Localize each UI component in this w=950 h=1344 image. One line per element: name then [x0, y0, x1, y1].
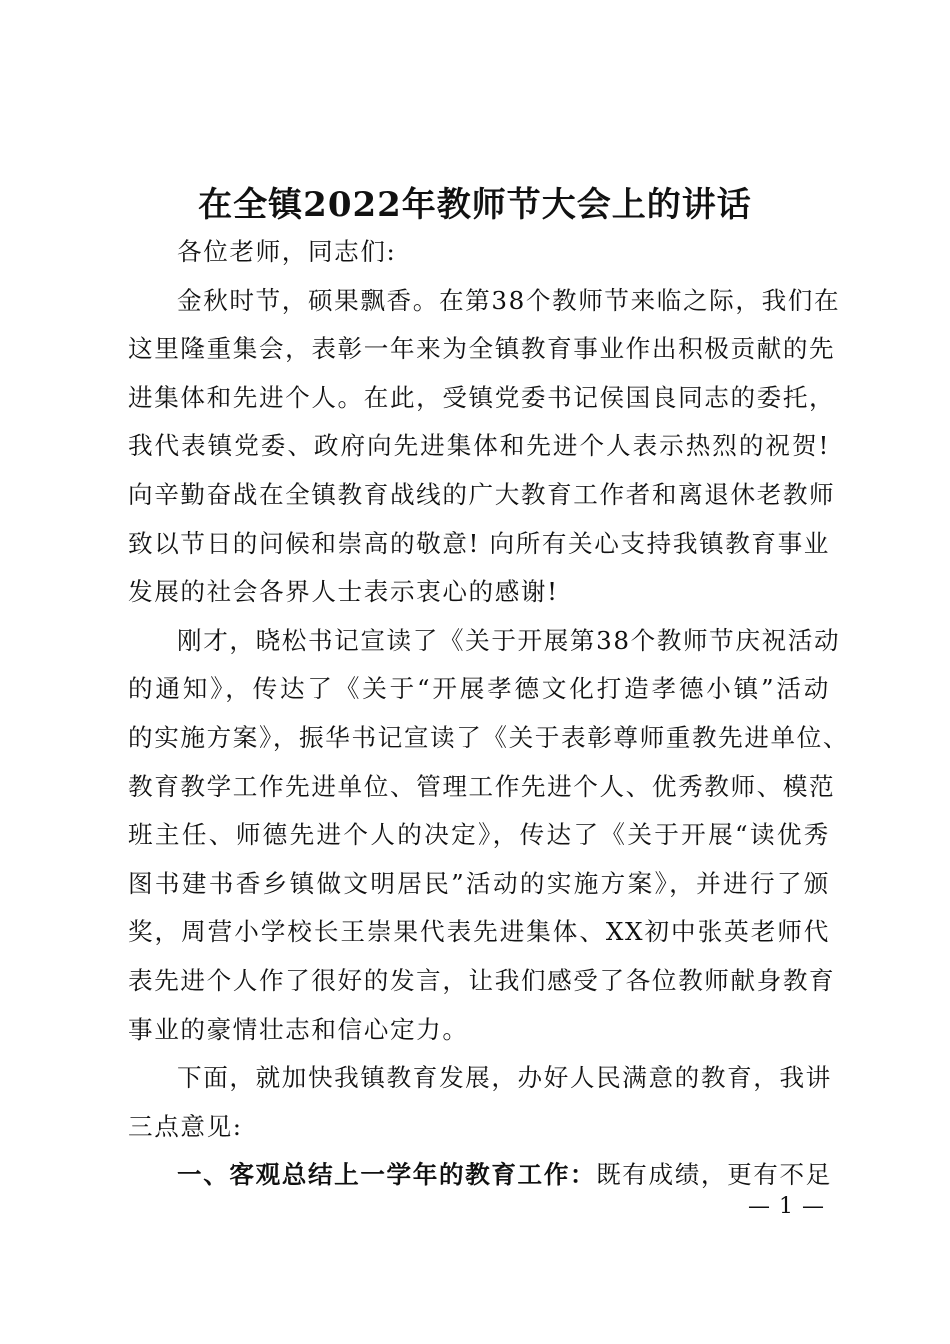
page-number: — 1 —: [748, 1194, 825, 1219]
section-heading-1: [128, 1151, 830, 1200]
section-heading-1-normal: 既有成绩，更有不足: [596, 1160, 832, 1190]
paragraph-2-line-1: 刚才，晓松书记宣读了《关于开展第38个教师节庆祝活动: [177, 625, 841, 655]
paragraph-1-line-1: 金秋时节，硕果飘香。在第38个教师节来临之际，我们在: [177, 285, 841, 315]
paragraph-2-line-7: 奖，周营小学校长王崇果代表先进集体、XX初中张英老师代: [128, 917, 830, 947]
paragraph-2-line-6: 图书建书香乡镇做文明居民”活动的实施方案》，并进行了颁: [128, 868, 830, 898]
section-heading-1-bold: 一、客观总结上一学年的教育工作：: [177, 1160, 597, 1190]
paragraph-3-line-1: 下面，就加快我镇教育发展，办好人民满意的教育，我讲: [177, 1063, 832, 1093]
paragraph-1-line-7: 发展的社会各界人士表示衷心的感谢!: [128, 577, 559, 607]
paragraph-2-line-4: 教育教学工作先进单位、管理工作先进个人、优秀教师、模范: [128, 771, 836, 801]
paragraph-2-line-9: 事业的豪情壮志和信心定力。: [128, 1014, 469, 1044]
paragraph-2-line-5: 班主任、师德先进个人的决定》，传达了《关于开展“读优秀: [128, 820, 830, 850]
paragraph-1-line-5: 向辛勤奋战在全镇教育战线的广大教育工作者和离退休老教师: [128, 479, 836, 509]
paragraph-3-line-2: 三点意见:: [128, 1111, 243, 1141]
paragraph-2-line-3: 的实施方案》，振华书记宣读了《关于表彰尊师重教先进单位、: [128, 722, 850, 752]
paragraph-1-line-6: 致以节日的问候和崇高的敬意! 向所有关心支持我镇教育事业: [128, 528, 830, 558]
paragraph-1-line-2: 这里隆重集会，表彰一年来为全镇教育事业作出积极贡献的先: [128, 334, 836, 364]
paragraph-1-line-3: 进集体和先进个人。在此，受镇党委书记侯国良同志的委托，: [128, 382, 836, 412]
document-body: [128, 228, 850, 1200]
paragraph-2-line-2: 的通知》，传达了《关于“开展孝德文化打造孝德小镇”活动: [128, 674, 830, 704]
document-title: 在全镇2022年教师节大会上的讲话: [198, 185, 752, 225]
paragraph-1-line-4: 我代表镇党委、政府向先进集体和先进个人表示热烈的祝贺!: [128, 431, 830, 461]
paragraph-2-line-8: 表先进个人作了很好的发言，让我们感受了各位教师献身教育: [128, 965, 836, 995]
salutation: 各位老师，同志们:: [177, 237, 397, 266]
